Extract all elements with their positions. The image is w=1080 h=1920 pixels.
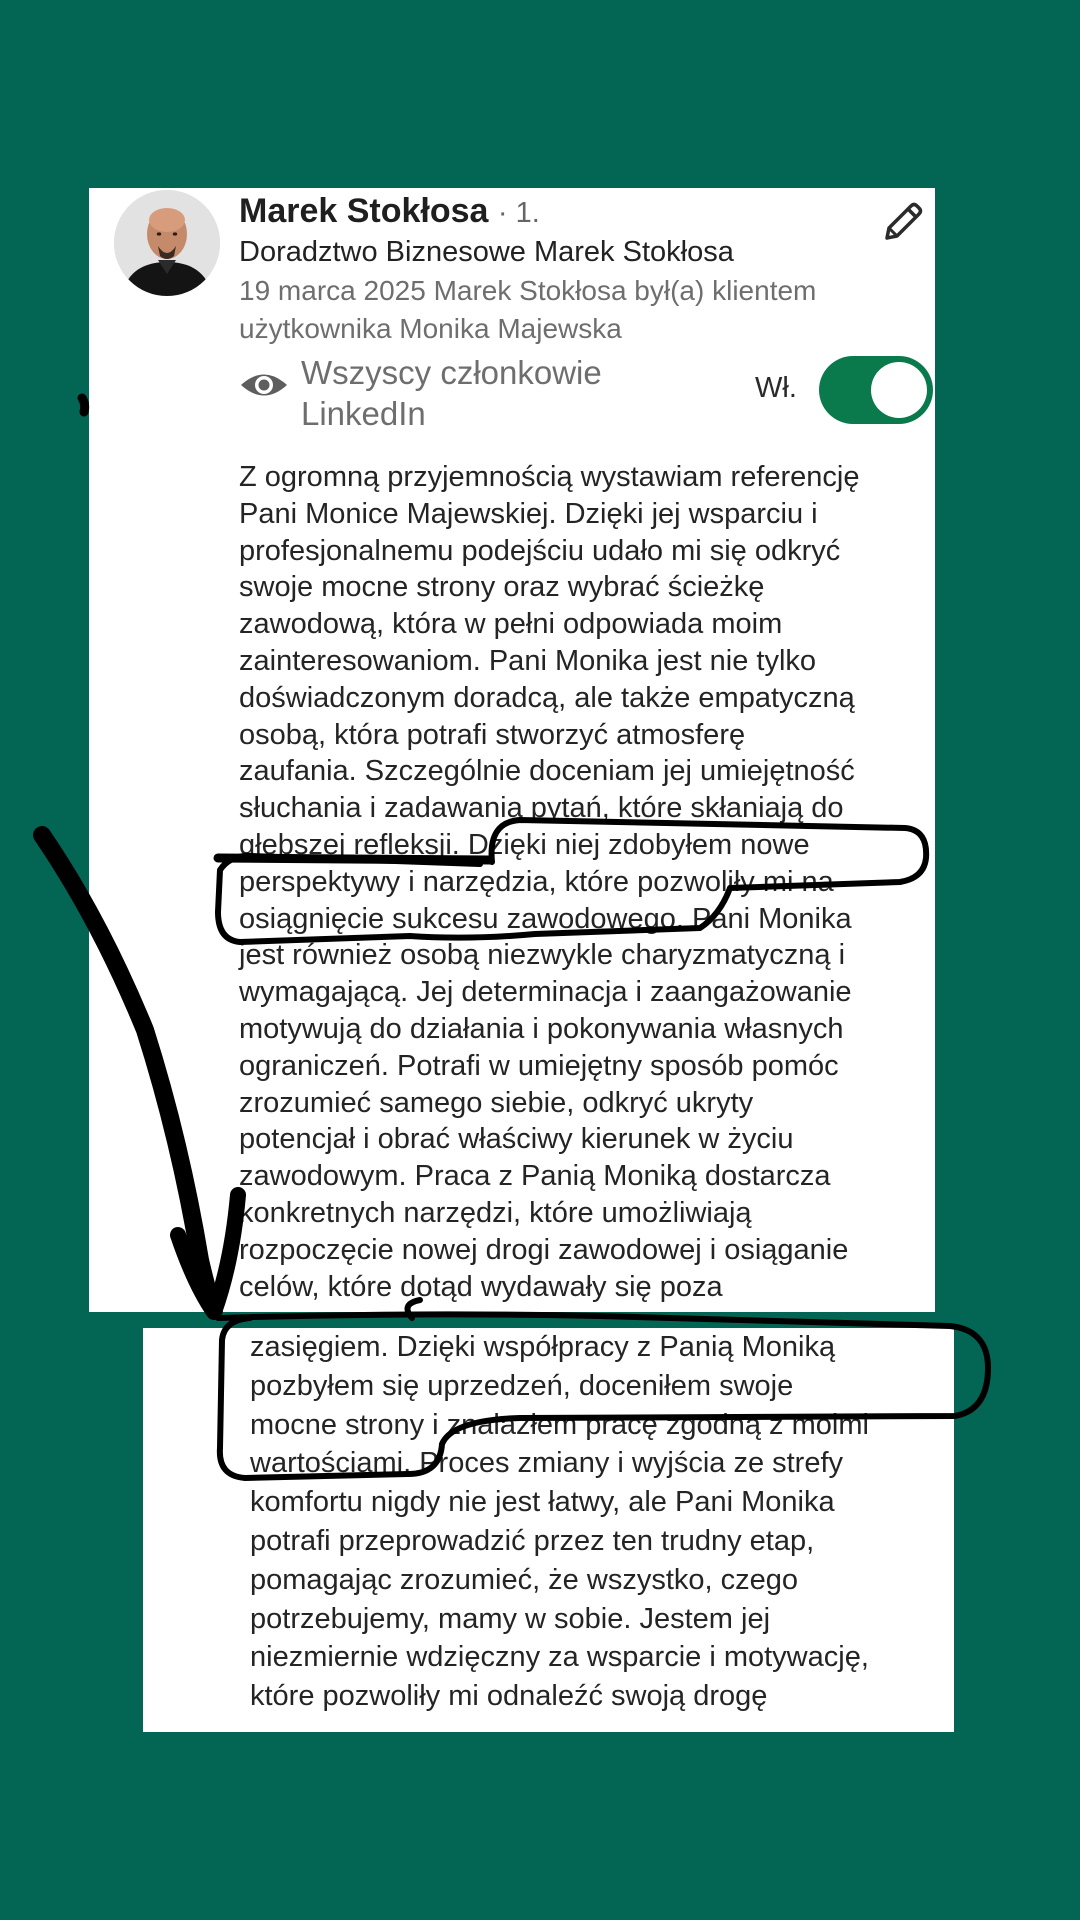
text-line: celów, które dotąd wydawały się poza [239, 1270, 723, 1303]
text-line: profesjonalnemu podejściu udało mi się odkryć [239, 534, 841, 567]
annotation-mark [82, 398, 85, 412]
visibility-label[interactable]: Wszyscy członkowie LinkedIn [301, 354, 602, 432]
text-line: Z ogromną przyjemnością wystawiam referencję [239, 461, 860, 493]
text-line: zaufania. Szczególnie doceniam jej umiejętność [239, 755, 855, 788]
text-line: potrzebujemy, mamy w sobie. Jestem jej [250, 1602, 771, 1635]
text-line: potrafi przeprowadzić przez ten trudny etap, [250, 1524, 815, 1557]
member-company: Doradztwo Biznesowe Marek Stokłosa [239, 236, 734, 268]
recommendation-meta: 19 marca 2025 Marek Stokłosa był(a) klientem użytkownika Monika Majewska [239, 275, 817, 344]
member-name[interactable]: Marek Stokłosa [239, 192, 489, 230]
text-line: rozpoczęcie nowej drogi zawodowej i osiąganie [239, 1233, 849, 1266]
text-line: swoje mocne strony oraz wybrać ścieżkę [239, 571, 765, 604]
recommendation-text [239, 459, 929, 1305]
text-line: zrozumieć samego siebie, odkryć ukryty [239, 1086, 754, 1119]
text-line: mocne strony i znalazłem pracę zgodną z moimi [250, 1408, 869, 1441]
text-line: wymagającą. Jej determinacja i zaangażowanie [239, 976, 852, 1009]
text-line: motywują do działania i pokonywania własnych [239, 1012, 844, 1045]
text-line: zasięgiem. Dzięki współpracy z Panią Moniką [250, 1331, 836, 1363]
avatar[interactable] [114, 190, 220, 296]
text-line: komfortu nigdy nie jest łatwy, ale Pani Monika [250, 1486, 835, 1519]
text-line: osobą, która potrafi stworzyć atmosferę [239, 718, 746, 751]
text-line: pozbyłem się uprzedzeń, doceniłem swoje [250, 1369, 794, 1402]
text-line: konkretnych narzędzi, które umożliwiają [239, 1196, 752, 1229]
text-line: ograniczeń. Potrafi w umiejętny sposób pomóc [239, 1049, 839, 1082]
text-line: jest również osobą niezwykle charyzmatyczną i [239, 939, 846, 972]
pencil-icon[interactable] [879, 198, 927, 246]
text-line: wartościami. Proces zmiany i wyjścia ze strefy [250, 1447, 844, 1480]
text-line: osiągnięcie sukcesu zawodowego. Pani Monika [239, 902, 852, 935]
text-line: doświadczonym doradcą, ale także empatyczną [239, 681, 855, 714]
toggle-label: Wł. [755, 372, 797, 404]
text-line: zawodowym. Praca z Panią Moniką dostarcza [239, 1160, 831, 1193]
recommendation-card [89, 188, 935, 1312]
eye-icon [239, 368, 289, 402]
text-line: zawodową, która w pełni odpowiada moim [239, 608, 783, 641]
text-line: głębszej refleksji. Dzięki niej zdobyłem nowe [239, 828, 810, 861]
text-line: perspektywy i narzędzia, które pozwoliły mi na [239, 865, 834, 898]
member-name-line[interactable] [239, 192, 540, 231]
text-line: potencjał i obrać właściwy kierunek w życiu [239, 1123, 794, 1156]
text-line: zainteresowaniom. Pani Monika jest nie tylko [239, 644, 817, 677]
recommendation-continuation-card [143, 1328, 954, 1732]
connection-degree: · 1. [497, 197, 540, 229]
recommendation-text-continued [250, 1328, 954, 1716]
text-line: niezmiernie wdzięczny za wsparcie i motywację, [250, 1641, 869, 1674]
text-line: pomagając zrozumieć, że wszystko, czego [250, 1563, 798, 1596]
visibility-toggle[interactable] [819, 356, 933, 424]
text-line: Pani Monice Majewskiej. Dzięki jej wsparciu i [239, 497, 818, 530]
text-line: słuchania i zadawania pytań, które skłaniają do [239, 792, 844, 825]
toggle-knob [871, 362, 927, 418]
text-line: które pozwoliły mi odnaleźć swoją drogę [250, 1680, 768, 1713]
